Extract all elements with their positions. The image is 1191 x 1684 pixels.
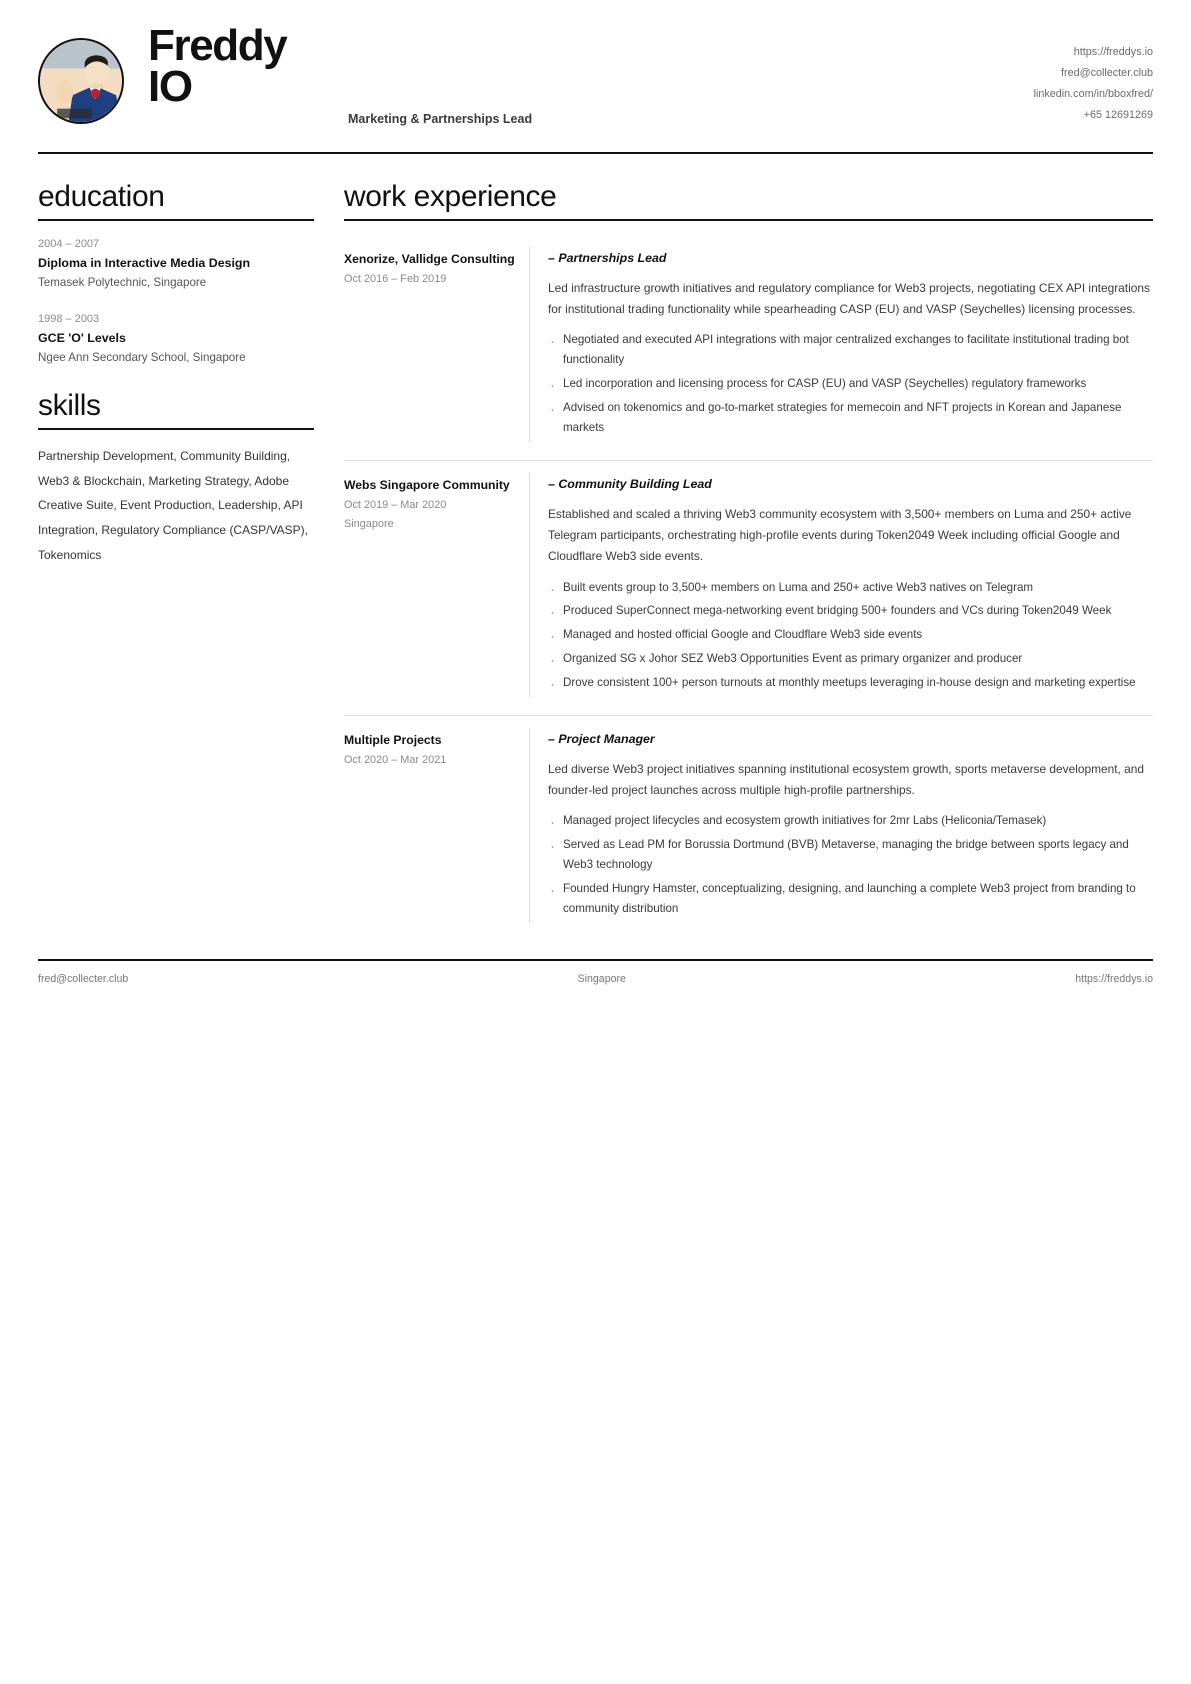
work-entry-meta	[344, 473, 529, 697]
work-entry-meta	[344, 247, 529, 442]
job-role-subtitle: Marketing & Partnerships Lead	[348, 112, 533, 126]
skills-section	[38, 389, 314, 567]
footer-website[interactable]: https://freddys.io	[1075, 973, 1153, 986]
skills-section-title: skills	[38, 389, 101, 423]
work-location: Singapore	[344, 518, 394, 531]
work-entry-detail	[529, 728, 1153, 923]
work-summary: Established and scaled a thriving Web3 community ecosystem with 3,500+ members on Luma and 250+ active Telegram participants, orchestrating high-profile events during Token2049 Week including official Google and Cloudflare Web3 side events.	[548, 506, 1132, 564]
work-bullet-list	[548, 811, 1153, 919]
contact-email[interactable]: fred@collecter.club	[1061, 67, 1153, 80]
work-summary: Led diverse Web3 project initiatives spanning institutional ecosystem growth, sports metaverse development, and founder-led project launches across multiple high-profile partnerships.	[548, 762, 1144, 798]
work-entry-meta	[344, 728, 529, 923]
resume-footer	[38, 961, 1153, 985]
education-years: 1998 – 2003	[38, 313, 100, 326]
education-divider	[38, 219, 314, 221]
work-entry	[344, 235, 1153, 461]
resume-body	[38, 154, 1153, 941]
education-item	[38, 235, 314, 292]
profile-photo-icon	[40, 40, 122, 122]
education-item	[38, 310, 314, 367]
work-bullet: · Advised on tokenomics and go-to-market strategies for memecoin and NFT projects in Korean and Japanese markets	[548, 398, 1153, 438]
work-bullet: · Organized SG x Johor SEZ Web3 Opportunities Event as primary organizer and producer	[548, 649, 1153, 669]
work-bullet: · Drove consistent 100+ person turnouts at monthly meetups leveraging in-house design and marketing expertise	[548, 673, 1153, 693]
work-entry-detail	[529, 473, 1153, 697]
work-bullet: · Served as Lead PM for Borussia Dortmund (BVB) Metaverse, managing the bridge between sports legacy and Web3 technology	[548, 835, 1153, 875]
work-bullet: · Negotiated and executed API integrations with major centralized exchanges to facilitate institutional trading bot functionality	[548, 330, 1153, 370]
education-school: Temasek Polytechnic, Singapore	[38, 276, 207, 290]
work-bullet: · Founded Hungry Hamster, conceptualizing, designing, and launching a complete Web3 project from branding to community distribution	[548, 879, 1153, 919]
work-section-title: work experience	[344, 180, 557, 214]
work-divider	[344, 219, 1153, 221]
work-bullet: · Produced SuperConnect mega-networking event bridging 500+ founders and VCs during Token2049 Week	[548, 601, 1153, 621]
work-position: – Project Manager	[548, 732, 655, 747]
work-dates: Oct 2016 – Feb 2019	[344, 273, 447, 286]
work-dates: Oct 2020 – Mar 2021	[344, 754, 447, 767]
work-position: – Community Building Lead	[548, 477, 712, 492]
work-entry-detail	[529, 247, 1153, 442]
work-company: Xenorize, Vallidge Consulting	[344, 252, 515, 267]
skills-divider	[38, 428, 314, 430]
work-company: Multiple Projects	[344, 733, 442, 748]
education-years: 2004 – 2007	[38, 238, 100, 251]
contact-list	[1034, 26, 1153, 126]
footer-location: Singapore	[577, 973, 626, 986]
work-bullet: · Led incorporation and licensing process for CASP (EU) and VASP (Seychelles) regulatory frameworks	[548, 374, 1153, 394]
footer-email[interactable]: fred@collecter.club	[38, 973, 129, 986]
last-name: IO	[148, 61, 192, 111]
right-column	[314, 180, 1153, 941]
first-name: Freddy	[148, 21, 287, 70]
work-entry	[344, 716, 1153, 941]
work-bullet: · Built events group to 3,500+ members on Luma and 250+ active Web3 natives on Telegram	[548, 578, 1153, 598]
work-position: – Partnerships Lead	[548, 251, 667, 266]
education-school: Ngee Ann Secondary School, Singapore	[38, 351, 246, 365]
work-bullet-list	[548, 578, 1153, 694]
work-summary: Led infrastructure growth initiatives and regulatory compliance for Web3 projects, negotiating CEX API integrations for institutional trading functionality while spearheading CASP (EU) and VASP (Seychelles) licensing processes.	[548, 281, 1150, 317]
work-entry	[344, 461, 1153, 716]
avatar	[38, 38, 124, 124]
work-bullet-list	[548, 330, 1153, 438]
work-bullet: · Managed project lifecycles and ecosystem growth initiatives for 2mr Labs (Heliconia/Temasek)	[548, 811, 1153, 831]
contact-phone[interactable]: +65 12691269	[1083, 109, 1153, 122]
work-bullet: · Managed and hosted official Google and Cloudflare Web3 side events	[548, 625, 1153, 645]
skills-list: Partnership Development, Community Building, Web3 & Blockchain, Marketing Strategy, Adobe Creative Suite, Event Production, Leadership, API Integration, Regulatory Compliance (CASP/VASP), Tokenomics	[38, 449, 308, 562]
contact-website[interactable]: https://freddys.io	[1073, 46, 1153, 58]
left-column	[38, 180, 314, 567]
name-block	[148, 21, 328, 111]
work-company: Webs Singapore Community	[344, 478, 510, 493]
resume-header	[38, 0, 1153, 136]
education-degree: Diploma in Interactive Media Design	[38, 255, 251, 270]
education-section-title: education	[38, 180, 165, 214]
contact-linkedin[interactable]: linkedin.com/in/bboxfred/	[1033, 88, 1153, 101]
work-dates: Oct 2019 – Mar 2020	[344, 499, 447, 512]
education-degree: GCE 'O' Levels	[38, 330, 126, 345]
